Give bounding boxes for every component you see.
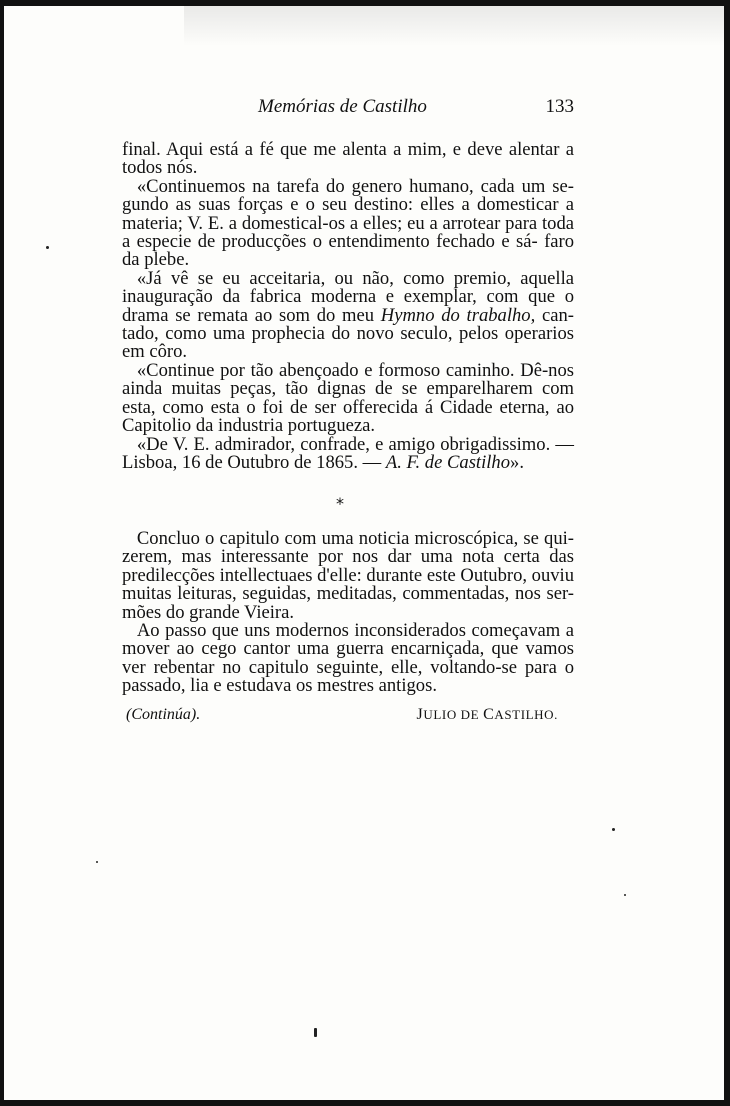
- text-line: toda a especie de producções o entendimento fechado e sá-: [122, 212, 574, 253]
- text-line: faro da plebe.: [122, 231, 574, 271]
- ink-speck: [314, 1028, 317, 1037]
- continued-note: (Continúa).: [126, 706, 201, 723]
- text-line: Lisboa, 16 de Outubro de 1865. —: [122, 451, 386, 473]
- chapter-text: [122, 530, 574, 696]
- text-line: esta, como esta o foi de ser offerecida á Cidade eterna, ao: [122, 396, 574, 418]
- paragraph-6: [122, 530, 574, 622]
- text-line: predilecções intellectuaes d'elle: durante este Outubro, ouviu: [122, 564, 575, 586]
- text-line: mões do grande Vieira.: [122, 601, 295, 623]
- text-line: «De V. E. admirador, confrade, e amigo obrigadissimo. —: [136, 433, 574, 455]
- text-line: drama se remata ao som do meu: [122, 304, 381, 326]
- ink-speck: [46, 246, 49, 249]
- page-header: [126, 96, 576, 120]
- text-line: can-: [535, 304, 574, 326]
- text-line: muitas leituras, seguidas, meditadas, commentadas, nos ser-: [122, 583, 574, 605]
- text-line: Capitolio da industria portugueza.: [122, 415, 376, 437]
- text-line: zerem, mas interessante por nos dar uma nota certa das: [122, 546, 574, 568]
- page-footer: [126, 706, 558, 726]
- text-line: materia; V. E. a domestical-os a elles; eu a arrotear para: [122, 212, 538, 234]
- letter-text: [122, 141, 574, 472]
- paragraph-1: [122, 141, 574, 178]
- ink-speck: [612, 828, 615, 831]
- paragraph-3: [122, 267, 574, 363]
- section-asterism: *: [336, 494, 344, 513]
- signature-name: A. F. de Castilho: [385, 451, 511, 473]
- text-line: ainda muitas peças, tão dignas de se emparelharem com: [122, 378, 574, 400]
- author-text: ULIO DE: [423, 707, 484, 722]
- author-signature: [417, 706, 558, 724]
- paragraph-5: [122, 433, 574, 473]
- text-line: todos nós.: [122, 157, 198, 179]
- text-line: passado, lia e estudava os mestres antigos.: [122, 675, 437, 697]
- paragraph-2: [122, 175, 574, 271]
- text-line: a mover ao cego cantor uma guerra encarniçada, que vamos: [122, 620, 574, 660]
- text-line: «Já vê se eu acceitaria, ou não, como premio, aquella: [136, 267, 574, 289]
- text-line: inauguração da fabrica moderna e exemplar, com que o: [122, 286, 574, 308]
- author-initial: C: [483, 706, 495, 723]
- text-line: «Continuemos na tarefa do genero humano, cada um se-: [136, 175, 574, 197]
- paragraph-4: [122, 359, 574, 437]
- running-title: Memórias de Castilho: [258, 96, 427, 117]
- text-line: final. Aqui está a fé que me alenta a mim, e deve alentar a: [122, 139, 574, 160]
- text-line: Concluo o capitulo com uma noticia microscópica, se qui-: [136, 528, 574, 549]
- page-number: 133: [545, 96, 574, 117]
- hymn-title: Hymno do trabalho,: [380, 304, 536, 326]
- author-text: ASTILHO.: [494, 707, 558, 722]
- text-line: tado, como uma prophecia do novo seculo, pelos operarios: [122, 323, 574, 345]
- text-line: gundo as suas forças e o seu destino: elles a domesticar a: [122, 194, 574, 216]
- text-line: em côro.: [122, 341, 188, 363]
- ink-speck: [96, 861, 98, 863]
- text-line: ».: [510, 451, 524, 473]
- scan-shadow: [184, 6, 724, 46]
- text-line: Ao passo que uns modernos inconsiderados começavam: [136, 620, 561, 642]
- text-line: «Continue por tão abençoado e formoso caminho. Dê-nos: [136, 359, 574, 381]
- ink-speck: [624, 894, 626, 896]
- author-initial: J: [416, 706, 424, 723]
- text-line: ver rebentar no capitulo seguinte, elle, voltando-se para o: [122, 656, 574, 678]
- paragraph-7: [122, 622, 574, 696]
